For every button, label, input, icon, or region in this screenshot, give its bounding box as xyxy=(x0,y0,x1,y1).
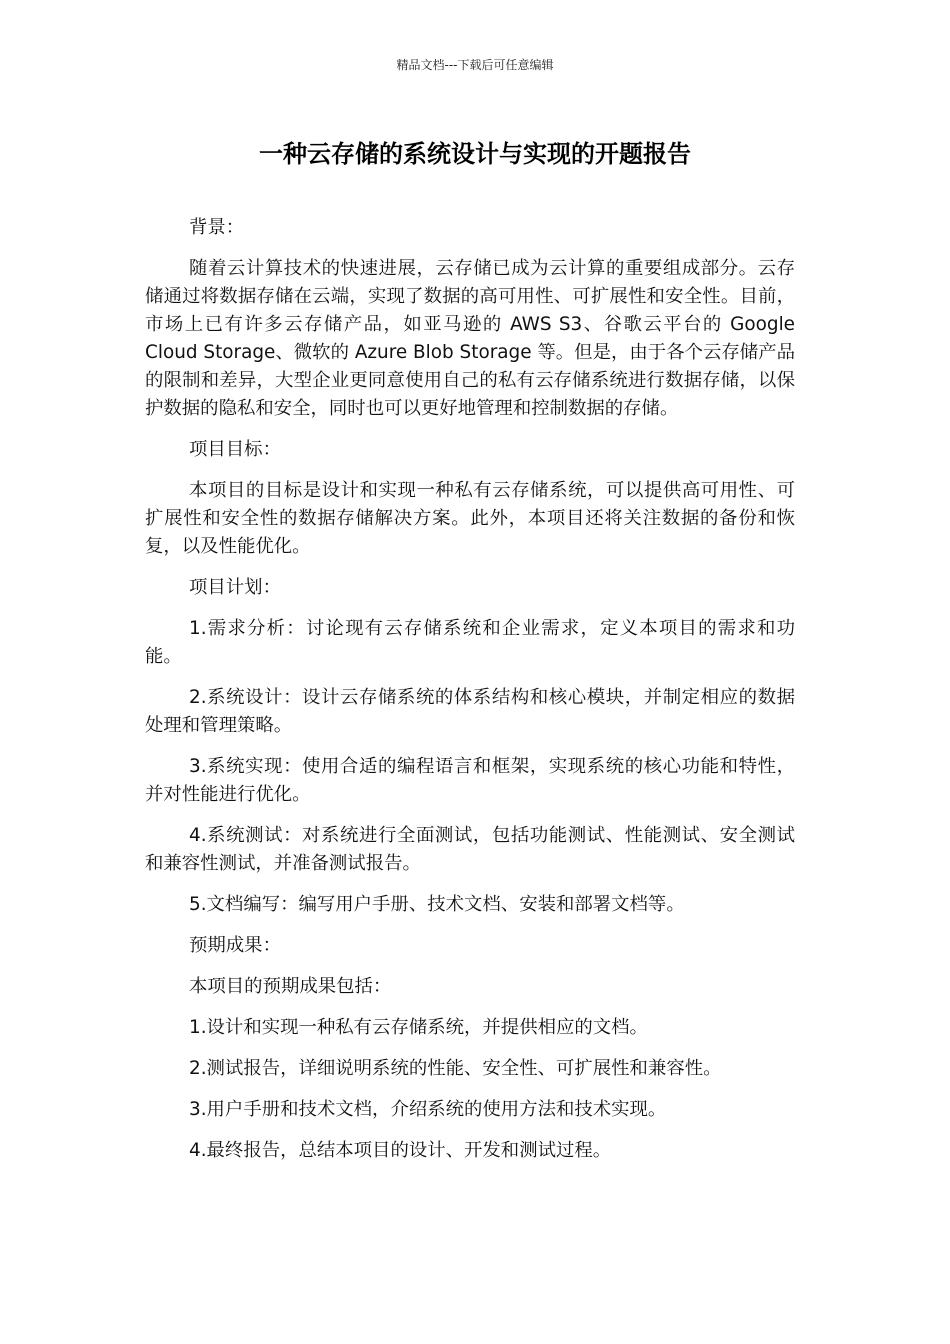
plan-item: 4.系统测试：对系统进行全面测试，包括功能测试、性能测试、安全测试和兼容性测试，并准备测试报告。 xyxy=(145,825,795,874)
results-item: 1.设计和实现一种私有云存储系统，并提供相应的文档。 xyxy=(189,1017,648,1038)
document-title: 一种云存储的系统设计与实现的开题报告 xyxy=(259,140,691,168)
results-heading: 预期成果： xyxy=(189,935,281,956)
results-intro: 本项目的预期成果包括： xyxy=(189,976,392,997)
goal-paragraph: 本项目的目标是设计和实现一种私有云存储系统，可以提供高可用性、可扩展性和安全性的数据存储解决方案。此外，本项目还将关注数据的备份和恢复，以及性能优化。 xyxy=(145,480,795,557)
plan-item: 1.需求分析：讨论现有云存储系统和企业需求，定义本项目的需求和功能。 xyxy=(145,618,795,667)
results-item: 3.用户手册和技术文档，介绍系统的使用方法和技术实现。 xyxy=(189,1099,667,1120)
plan-item: 2.系统设计：设计云存储系统的体系结构和核心模块，并制定相应的数据处理和管理策略。 xyxy=(145,687,795,736)
plan-item: 3.系统实现：使用合适的编程语言和框架，实现系统的核心功能和特性，并对性能进行优化。 xyxy=(145,756,795,805)
page-header: 精品文档---下载后可任意编辑 xyxy=(396,58,554,72)
results-item: 2.测试报告，详细说明系统的性能、安全性、可扩展性和兼容性。 xyxy=(189,1058,722,1079)
document-body xyxy=(145,214,795,1178)
background-heading: 背景： xyxy=(189,217,245,238)
results-item: 4.最终报告，总结本项目的设计、开发和测试过程。 xyxy=(189,1140,612,1161)
plan-item: 5.文档编写：编写用户手册、技术文档、安装和部署文档等。 xyxy=(189,894,685,915)
background-paragraph: 随着云计算技术的快速进展，云存储已成为云计算的重要组成部分。云存储通过将数据存储在云端，实现了数据的高可用性、可扩展性和安全性。目前，市场上已有许多云存储产品，如亚马逊的 AWS S3、谷歌云平台的 Google Cloud Storage、微软的 Azure Blob Storage 等。但是，由于各个云存储产品的限制和差异，大型企业更同意使用自己的私有云存储系统进行数据存储，以保护数据的隐私和安全，同时也可以更好地管理和控制数据的存储。 xyxy=(145,258,795,419)
plan-heading: 项目计划： xyxy=(189,577,281,598)
goal-heading: 项目目标： xyxy=(189,439,281,460)
